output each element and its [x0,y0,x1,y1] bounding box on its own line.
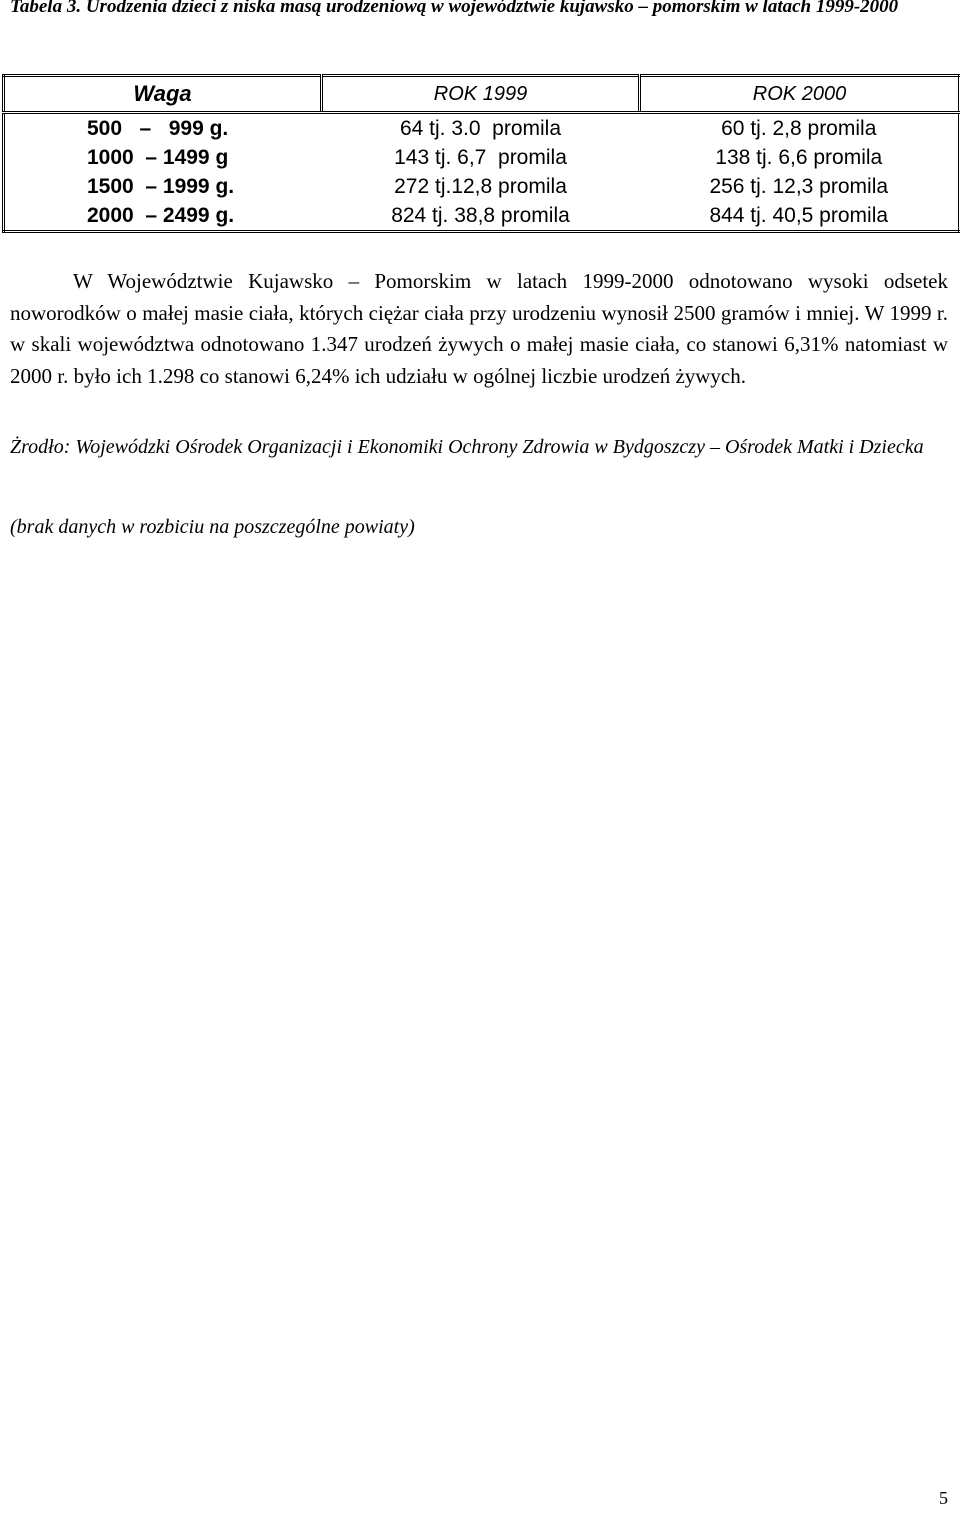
header-waga: Waga [4,76,322,113]
birth-weight-table [2,74,960,233]
value-1999-cell: 64 tj. 3.0 promila [399,116,562,140]
table-header-row [4,76,960,113]
value-2000-cell: 844 tj. 40,5 promila [709,203,889,227]
table-caption: Tabela 3. Urodzenia dzieci z niska masą urodzeniową w województwie kujawsko – pomorskim w latach 1999-2000 [10,0,899,17]
header-rok-2000: ROK 2000 [640,76,960,113]
value-2000-cell: 256 tj. 12,3 promila [709,174,889,198]
value-2000-cell: 60 tj. 2,8 promila [721,116,877,140]
weight-cell: 2000 – 2499 g. [87,203,235,227]
page-number: 5 [939,1488,948,1508]
table-row [4,113,960,144]
header-rok-1999: ROK 1999 [322,76,640,113]
body-paragraph: W Województwie Kujawsko – Pomorskim w latach 1999-2000 odnotowano wysoki odsetek noworodków o małej masie ciała, których ciężar ciała przy urodzeniu wynosił 2500 gramów i mniej. W 1999 r. w skali województwa odnotowano 1.347 urodzeń żywych o małej masie ciała, co stanowi 6,31% natomiast w 2000 r. było ich 1.298 co stanowi 6,24% ich udziału w ogólnej liczbie urodzeń żywych. [10,269,948,388]
table-row [4,172,960,201]
value-1999-cell: 824 tj. 38,8 promila [391,203,570,227]
weight-cell: 1000 – 1499 g [87,145,229,169]
weight-cell: 500 – 999 g. [87,116,229,140]
value-2000-cell: 138 tj. 6,6 promila [715,145,883,169]
value-1999-cell: 143 tj. 6,7 promila [394,145,567,169]
source-note: Żrodło: Wojewódzki Ośrodek Organizacji i Ekonomiki Ochrony Zdrowia w Bydgoszczy – Ośrodek Matki i Dziecka [10,436,924,458]
table-row [4,143,960,172]
table-row [4,201,960,232]
missing-data-note: (brak danych w rozbiciu na poszczególne powiaty) [10,516,415,538]
value-1999-cell: 272 tj.12,8 promila [394,174,567,198]
weight-cell: 1500 – 1999 g. [87,174,235,198]
